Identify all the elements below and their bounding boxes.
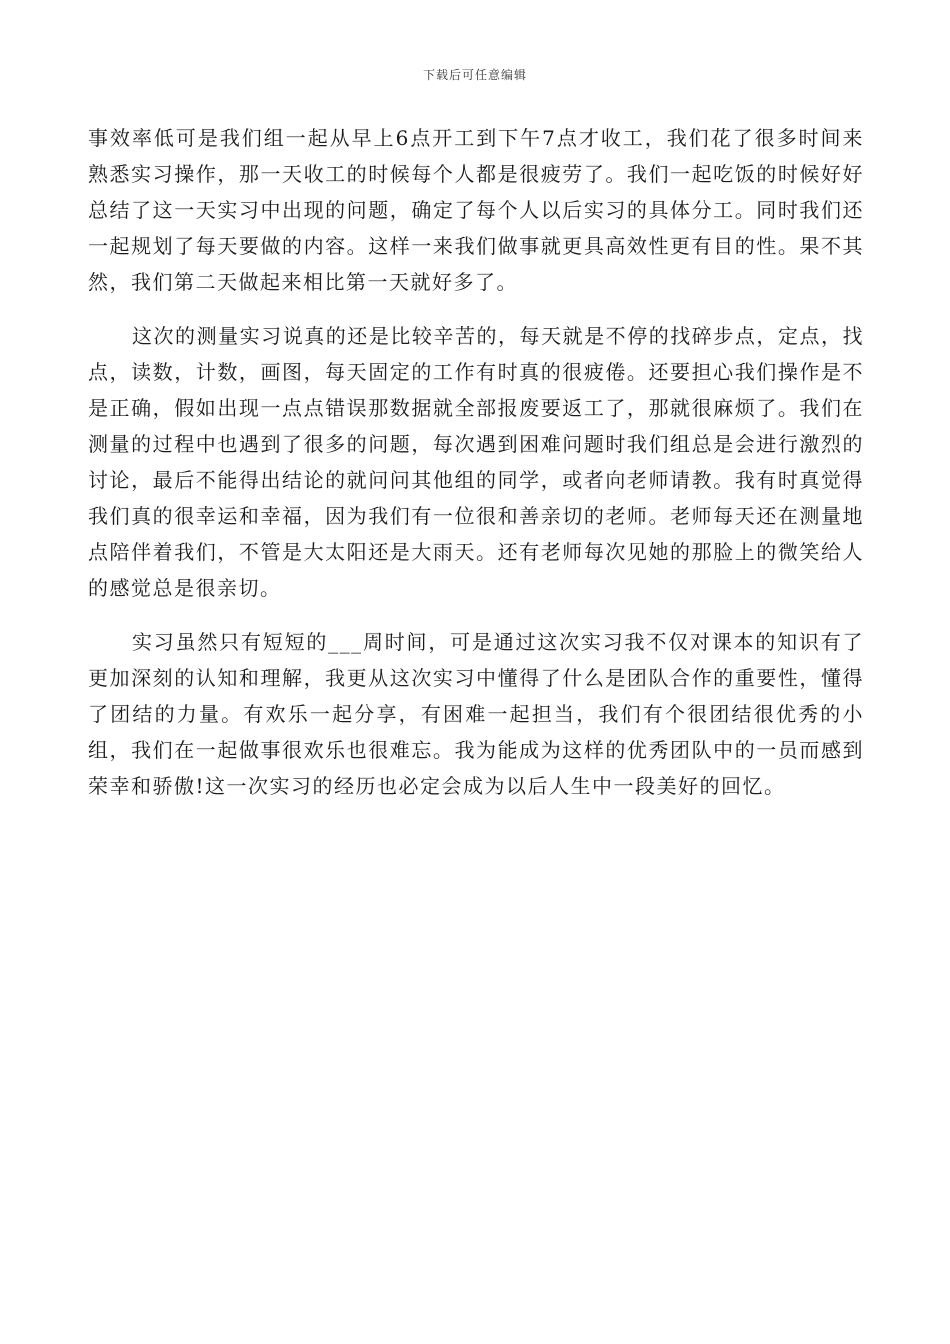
paragraph-survey-practice: 这次的测量实习说真的还是比较辛苦的，每天就是不停的找碎步点，定点，找点，读数，计数，画图，每天固定的工作有时真的很疲倦。还要担心我们操作是不是正确，假如出现一点点错误那数据就全部报废要返工了，那就很麻烦了。我们在测量的过程中也遇到了很多的问题，每次遇到困难问题时我们组总是会进行激烈的讨论，最后不能得出结论的就问问其他组的同学，或者向老师请教。我有时真觉得我们真的很幸运和幸福，因为我们有一位很和善亲切的老师。老师每天还在测量地点陪伴着我们，不管是大太阳还是大雨天。还有老师每次见她的那脸上的微笑给人的感觉总是很亲切。 — [88, 324, 864, 600]
document-body — [88, 120, 864, 804]
page-header: 下载后可任意编辑 — [422, 68, 527, 82]
paragraph-conclusion: 实习虽然只有短短的___周时间，可是通过这次实习我不仅对课本的知识有了更加深刻的认知和理解，我更从这次实习中懂得了什么是团队合作的重要性，懂得了团结的力量。有欢乐一起分享，有困难一起担当，我们有个很团结很优秀的小组，我们在一起做事很欢乐也很难忘。我为能成为这样的优秀团队中的一员而感到荣幸和骄傲!这一次实习的经历也必定会成为以后人生中一段美好的回忆。 — [88, 630, 864, 798]
paragraph-continuation: 事效率低可是我们组一起从早上6点开工到下午7点才收工，我们花了很多时间来熟悉实习操作，那一天收工的时候每个人都是很疲劳了。我们一起吃饭的时候好好总结了这一天实习中出现的问题，确定了每个人以后实习的具体分工。同时我们还一起规划了每天要做的内容。这样一来我们做事就更具高效性更有目的性。果不其然，我们第二天做起来相比第一天就好多了。 — [88, 126, 864, 294]
